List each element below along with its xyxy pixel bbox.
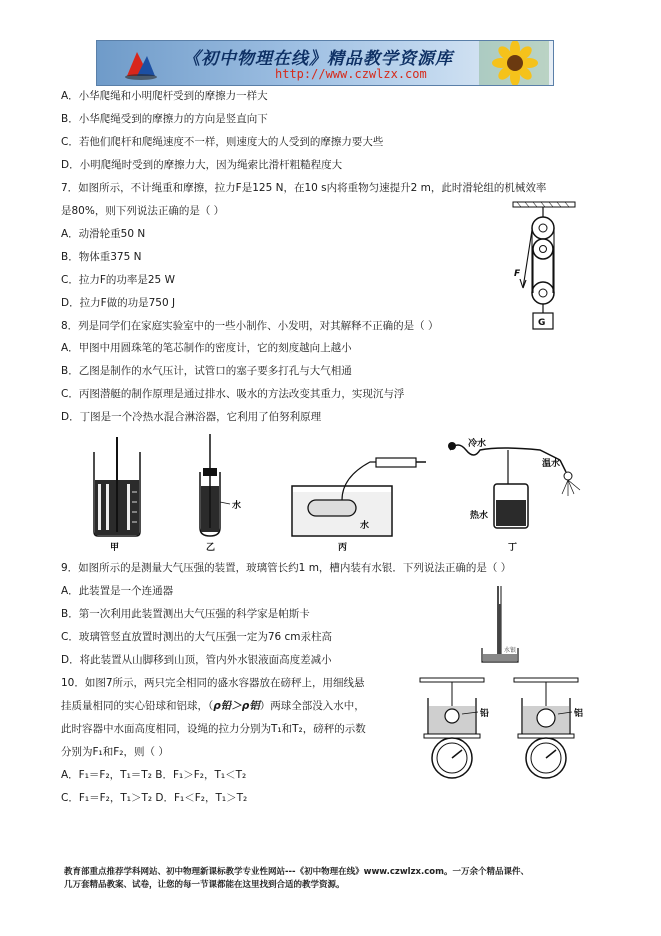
q10-line2-end: ）两球全部没入水中， xyxy=(259,700,365,712)
q9-option-a: A．此装置是一个连通器 xyxy=(61,585,174,597)
q10-line3: 此时容器中水面高度相同，设绳的拉力分别为T₁和T₂，磅秤的示数 xyxy=(61,723,366,735)
q6-option-d: D．小明爬绳时受到的摩擦力大，因为绳索比滑杆粗糙程度大 xyxy=(61,159,343,171)
figure-label-yi: 乙 xyxy=(206,543,216,553)
water-label-yi: 水 xyxy=(232,501,242,511)
q7-stem-line2: 是80%，则下列说法正确的是（ ） xyxy=(61,205,225,217)
q9-option-c: C．玻璃管竖直放置时测出的大气压强一定为76 cm汞柱高 xyxy=(61,631,333,643)
water-label-bing: 水 xyxy=(360,521,370,531)
site-logo-icon xyxy=(123,46,159,82)
beaker-hydrometer-figure xyxy=(94,437,140,553)
q9-option-d: D．将此装置从山脚移到山顶，管内外水银液面高度差减小 xyxy=(61,654,332,666)
q10-line2 xyxy=(61,699,365,713)
q6-option-a: A．小华爬绳和小明爬杆受到的摩擦力一样大 xyxy=(61,90,268,102)
cold-water-label: 冷水 xyxy=(468,439,487,449)
banner-title: 《初中物理在线》精品教学资源库 xyxy=(183,49,453,69)
banner-url[interactable]: http://www.czwlzx.com xyxy=(275,67,427,81)
hot-water-label: 热水 xyxy=(470,511,489,521)
q8-option-d: D．丁图是一个冷热水混合淋浴器，它利用了伯努利原理 xyxy=(61,411,322,423)
q6-option-b: B．小华爬绳受到的摩擦力的方向是竖直向下 xyxy=(61,113,268,125)
pulley-figure xyxy=(505,200,577,334)
q7-option-c: C．拉力F的功率是25 W xyxy=(61,274,175,286)
footer-line2: 几万套精品教案、试卷，让您的每一节课都能在这里找到合适的教学资源。 xyxy=(64,880,345,890)
q10-line4: 分别为F₁和F₂，则（ ） xyxy=(61,746,169,758)
q10-line1: 10．如图7所示，两只完全相同的盛水容器放在磅秤上，用细线悬 xyxy=(61,677,365,689)
weight-g-label: G xyxy=(538,318,546,328)
figure-label-bing: 丙 xyxy=(338,543,348,553)
mercury-label: 水银 xyxy=(504,647,517,654)
density-formula: ρ铅＞ρ铝 xyxy=(213,700,260,712)
left-scale-setup xyxy=(420,678,489,778)
q8-option-b: B．乙图是制作的水气压计，试管口的塞子要多打孔与大气相通 xyxy=(61,365,352,377)
force-f-label: F xyxy=(514,269,521,279)
aluminum-label: 铝 xyxy=(574,709,584,719)
scale-figure xyxy=(412,676,602,782)
figure-label-ding: 丁 xyxy=(508,543,518,553)
lead-label: 铅 xyxy=(480,709,490,719)
q8-option-a: A．甲图中用圆珠笔的笔芯制作的密度计，它的刻度越向上越小 xyxy=(61,342,352,354)
submarine-figure xyxy=(292,458,426,553)
footer-line1: 教育部重点推荐学科网站、初中物理新课标教学专业性网站---《初中物理在线》www.czwlzx.com。一万余个精品课件、 xyxy=(64,867,529,877)
water-barometer-figure xyxy=(200,434,241,553)
q8-stem: 8．列是同学们在家庭实验室中的一些小制作、小发明，对其解释不正确的是（ ） xyxy=(61,320,439,332)
q7-option-b: B．物体重375 N xyxy=(61,251,142,263)
q9-option-b: B．第一次利用此装置测出大气压强的科学家是帕斯卡 xyxy=(61,608,310,620)
right-scale-setup xyxy=(514,678,583,778)
barometer-figure xyxy=(478,584,524,668)
q9-stem: 9．如图所示的是测量大气压强的装置，玻璃管长约1 m，槽内装有水银．下列说法正确的是（ ） xyxy=(61,562,512,574)
q8-figures xyxy=(80,432,600,554)
header-banner xyxy=(96,40,554,86)
q8-option-c: C．丙图潜艇的制作原理是通过排水、吸水的方法改变其重力，实现沉与浮 xyxy=(61,388,405,400)
q10-options-row2: C．F₁＝F₂，T₁＞T₂ D．F₁＜F₂，T₁＞T₂ xyxy=(61,792,248,804)
q10-options-row1: A．F₁＝F₂，T₁＝T₂ B．F₁＞F₂，T₁＜T₂ xyxy=(61,769,247,781)
q10-line2-start: 挂质量相同的实心铅球和铝球，（ xyxy=(61,700,214,712)
q7-option-a: A．动滑轮重50 N xyxy=(61,228,146,240)
figure-label-jia: 甲 xyxy=(110,543,120,553)
sunflower-icon xyxy=(479,40,549,86)
footer xyxy=(64,866,604,892)
q7-stem-line1: 7．如图所示，不计绳重和摩擦，拉力F是125 N，在10 s内将重物匀速提升2 m，此时滑轮组的机械效率 xyxy=(61,182,547,194)
warm-water-label: 温水 xyxy=(542,459,561,469)
q7-option-d: D．拉力F做的功是750 J xyxy=(61,297,176,309)
q6-option-c: C．若他们爬杆和爬绳速度不一样，则速度大的人受到的摩擦力要大些 xyxy=(61,136,384,148)
shower-mixer-figure xyxy=(448,437,580,553)
